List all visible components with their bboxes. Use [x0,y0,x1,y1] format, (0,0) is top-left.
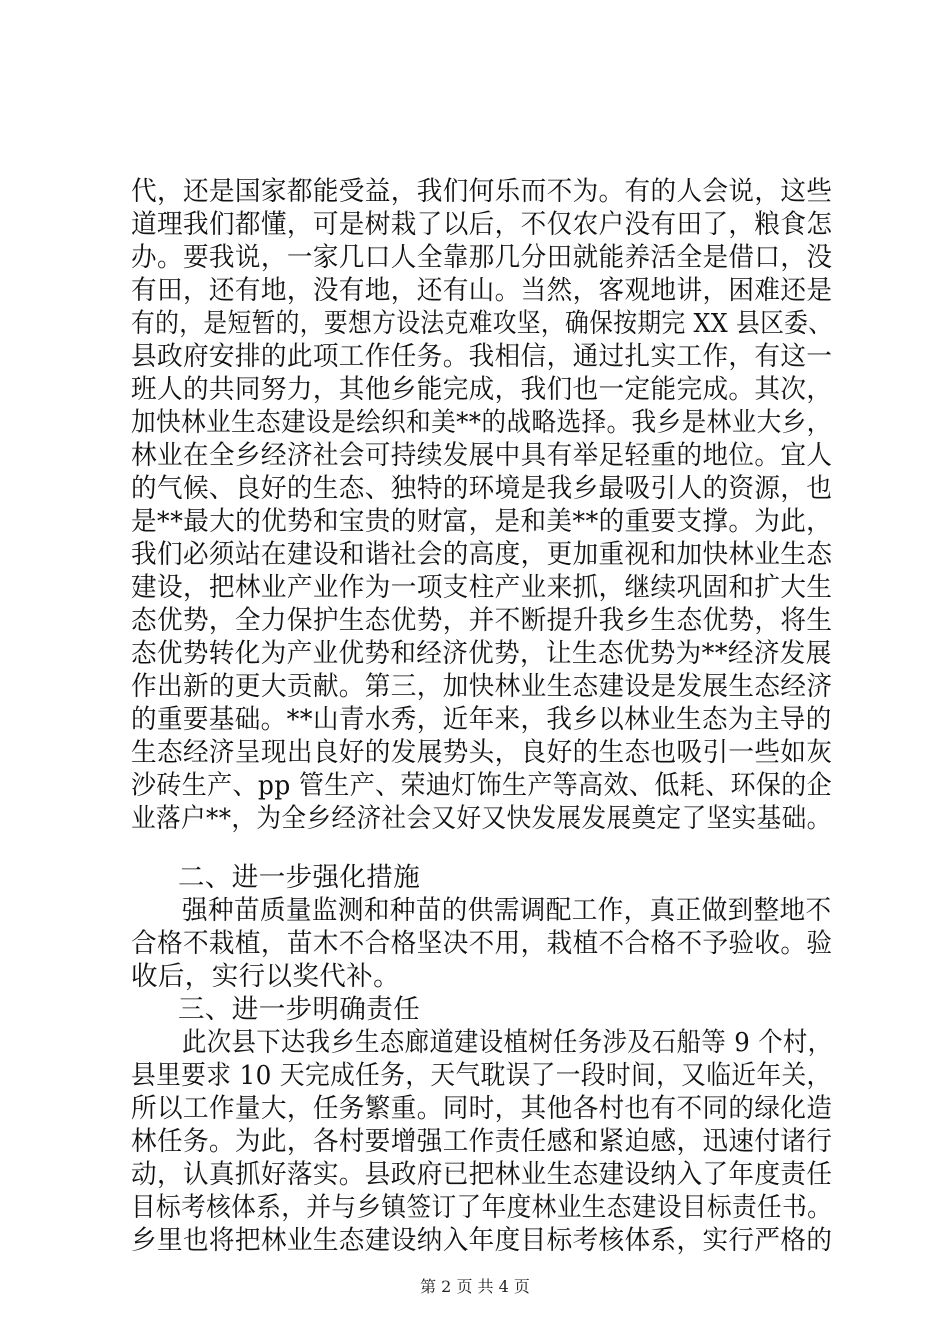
paragraph-line: 代，还是国家都能受益，我们何乐而不为。有的人会说，这些 [131,176,833,207]
paragraph-line: 县政府安排的此项工作任务。我相信，通过扎实工作，有这一 [131,341,833,372]
paragraph-line: 作出新的更大贡献。第三，加快林业生态建设是发展生态经济 [131,671,833,702]
paragraph-line: 沙砖生产、pp 管生产、荣迪灯饰生产等高效、低耗、环保的企 [131,770,832,801]
paragraph-line: 业落户**，为全乡经济社会又好又快发展发展奠定了坚实基础。 [131,803,832,834]
paragraph-line: 有的，是短暂的，要想方设法克难攻坚，确保按期完 XX 县区委、 [131,308,833,339]
paragraph-line: 县里要求 10 天完成任务，天气耽误了一段时间，又临近年关， [131,1060,832,1091]
section-heading: 二、进一步强化措施 [178,862,421,893]
paragraph-line: 动，认真抓好落实。县政府已把林业生态建设纳入了年度责任 [131,1159,833,1190]
paragraph-line: 生态经济呈现出良好的发展势头，良好的生态也吸引一些如灰 [131,737,833,768]
paragraph-line: 林业在全乡经济社会可持续发展中具有举足轻重的地位。宜人 [131,440,833,471]
paragraph-line: 建设，把林业产业作为一项支柱产业来抓，继续巩固和扩大生 [131,572,833,603]
paragraph-line: 有田，还有地，没有地，还有山。当然，客观地讲，困难还是 [131,275,833,306]
paragraph-line: 合格不栽植，苗木不合格坚决不用，栽植不合格不予验收。验 [131,928,833,959]
paragraph-line: 所以工作量大，任务繁重。同时，其他各村也有不同的绿化造 [131,1093,833,1124]
paragraph-line: 态优势，全力保护生态优势，并不断提升我乡生态优势，将生 [131,605,833,636]
paragraph-line: 我们必须站在建设和谐社会的高度，更加重视和加快林业生态 [131,539,833,570]
section-heading: 三、进一步明确责任 [178,994,421,1025]
paragraph-line: 目标考核体系，并与乡镇签订了年度林业生态建设目标责任书。 [131,1192,833,1223]
paragraph-line: 加快林业生态建设是绘织和美**的战略选择。我乡是林业大乡， [131,407,832,438]
paragraph-line: 班人的共同努力，其他乡能完成，我们也一定能完成。其次， [131,374,833,405]
paragraph-line: 是**最大的优势和宝贵的财富，是和美**的重要支撑。为此， [131,506,833,537]
paragraph-line: 乡里也将把林业生态建设纳入年度目标考核体系，实行严格的 [131,1225,833,1256]
paragraph-line: 收后，实行以奖代补。 [131,961,400,992]
paragraph-line: 的气候、良好的生态、独特的环境是我乡最吸引人的资源，也 [131,473,833,504]
paragraph-line: 态优势转化为产业优势和经济优势，让生态优势为**经济发展 [131,638,832,669]
paragraph-line: 办。要我说，一家几口人全靠那几分田就能养活全是借口，没 [131,242,833,273]
paragraph-line: 强种苗质量监测和种苗的供需调配工作，真正做到整地不 [182,895,832,926]
page-number-footer: 第 2 页 共 4 页 [420,1277,530,1296]
paragraph-line: 道理我们都懂，可是树栽了以后，不仅农户没有田了，粮食怎 [131,209,833,240]
paragraph-line: 此次县下达我乡生态廊道建设植树任务涉及石船等 9 个村， [182,1027,833,1058]
paragraph-line: 的重要基础。**山青水秀，近年来，我乡以林业生态为主导的 [131,704,832,735]
paragraph-line: 林任务。为此，各村要增强工作责任感和紧迫感，迅速付诸行 [131,1126,833,1157]
